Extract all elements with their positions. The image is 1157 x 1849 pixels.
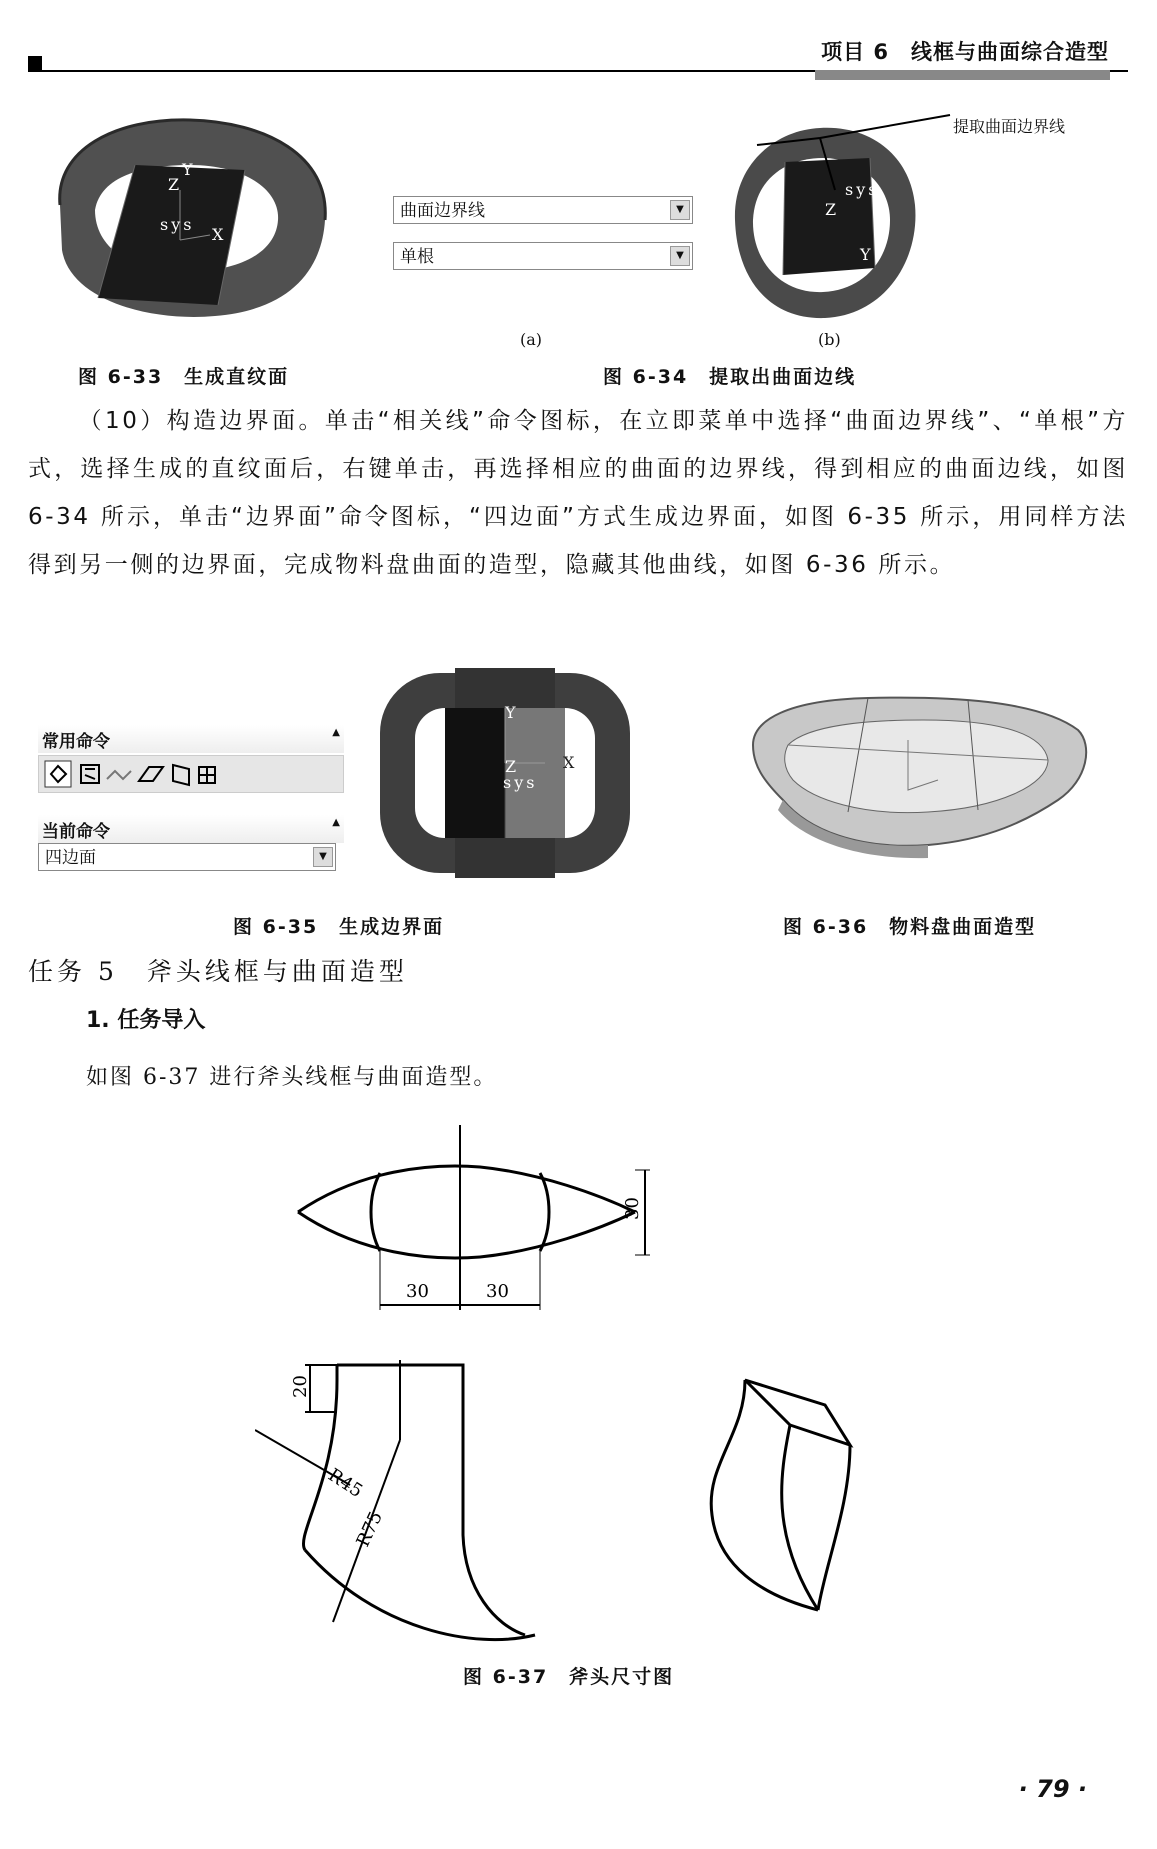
fig-6-33-ruled-surface xyxy=(40,110,340,355)
body-paragraph xyxy=(28,397,1128,589)
fig-6-36-caption: 图 6-36 物料盘曲面造型 xyxy=(783,916,1037,938)
fig634-callout: 提取曲面边界线 xyxy=(953,117,1066,136)
header-marker xyxy=(28,56,42,70)
toolbar xyxy=(38,755,344,793)
page-number: · 79 · xyxy=(1018,1775,1087,1803)
body-paragraph-text: （10）构造边界面。单击“相关线”命令图标，在立即菜单中选择“曲面边界线”、“单根”方式，选择生成的直纹面后，右键单击，再选择相应的曲面的边界线，得到相应的曲面边线，如图 6-34 所示，单击“边界面”命令图标，“四边面”方式生成边界面，如图 6-35 所示，用同样方法得到另一侧的边界面，完成物料盘曲面的造型，隐藏其他曲线，如图 6-36 所示。 xyxy=(28,408,1128,578)
fig-6-37-3d-view xyxy=(700,1375,880,1615)
fig-6-33-caption: 图 6-33 生成直纹面 xyxy=(78,366,290,388)
dim-r75: R75 xyxy=(352,1508,387,1551)
boundary-type-value: 曲面边界线 xyxy=(400,201,485,221)
fig-6-37-caption: 图 6-37 斧头尺寸图 xyxy=(463,1666,675,1688)
fig635-axis-sys: sys xyxy=(503,773,538,792)
header-bar xyxy=(815,70,1110,80)
fig634-axis-sys: sys xyxy=(845,180,880,199)
fig633-axis-y: Y xyxy=(182,160,193,179)
surface-mode-select[interactable] xyxy=(38,843,336,871)
fig-6-37-top-view xyxy=(280,1125,680,1310)
collapse-icon[interactable]: ▲ xyxy=(332,727,340,738)
dim-width-right-30: 30 xyxy=(486,1281,509,1302)
fig633-axis-z: Z xyxy=(168,175,180,194)
fig-6-34-label-a: (a) xyxy=(520,330,543,349)
fig634-axis-z: Z xyxy=(825,200,837,219)
boundary-type-select[interactable] xyxy=(393,196,693,224)
chevron-down-icon[interactable]: ▼ xyxy=(313,847,333,867)
common-commands-header xyxy=(38,725,344,753)
running-header: 项目 6 线框与曲面综合造型 xyxy=(821,40,1109,64)
swept-surface-icon[interactable] xyxy=(81,765,99,783)
fig635-axis-y: Y xyxy=(505,703,516,722)
single-mode-value: 单根 xyxy=(400,247,434,267)
fig633-axis-x: X xyxy=(212,225,224,244)
command-panel xyxy=(38,725,344,875)
collapse-icon[interactable]: ▲ xyxy=(332,817,340,828)
common-commands-title: 常用命令 xyxy=(42,732,110,752)
chevron-down-icon[interactable]: ▼ xyxy=(670,200,690,220)
coons-surface-icon[interactable] xyxy=(199,767,215,783)
loft-surface-icon[interactable] xyxy=(173,765,189,785)
task-subheading: 1. 任务导入 xyxy=(86,1008,206,1033)
task-heading: 任务 5 斧头线框与曲面造型 xyxy=(28,957,408,986)
fig634-axis-y: Y xyxy=(860,245,871,264)
surface-mode-value: 四边面 xyxy=(45,848,96,868)
current-command-title: 当前命令 xyxy=(42,822,110,842)
fig633-axis-sys: sys xyxy=(160,215,195,234)
task-text: 如图 6-37 进行斧头线框与曲面造型。 xyxy=(86,1065,498,1090)
fig635-axis-x: X xyxy=(563,753,575,772)
fig634-axis-x: X xyxy=(768,230,780,249)
dim-r45: R45 xyxy=(324,1464,367,1503)
chevron-down-icon[interactable]: ▼ xyxy=(670,246,690,266)
boundary-surface-icon[interactable] xyxy=(139,767,163,781)
fig-6-35-boundary-surface xyxy=(375,668,635,878)
dim-width-left-30: 30 xyxy=(406,1281,429,1302)
fig-6-37-front-view xyxy=(255,1360,585,1655)
dim-20: 20 xyxy=(290,1375,311,1398)
mesh-surface-icon[interactable] xyxy=(107,771,131,779)
fig-6-34-boundary-edge xyxy=(725,110,1145,330)
current-command-header xyxy=(38,815,344,843)
fig-6-36-tray-surface xyxy=(748,690,1093,860)
fig635-axis-z: Z xyxy=(505,757,517,776)
single-mode-select[interactable] xyxy=(393,242,693,270)
fig-6-34-label-b: (b) xyxy=(818,330,841,349)
dim-height-30: 30 xyxy=(622,1197,643,1220)
fig-6-34-caption: 图 6-34 提取出曲面边线 xyxy=(603,366,857,388)
fig-6-35-caption: 图 6-35 生成边界面 xyxy=(233,916,445,938)
